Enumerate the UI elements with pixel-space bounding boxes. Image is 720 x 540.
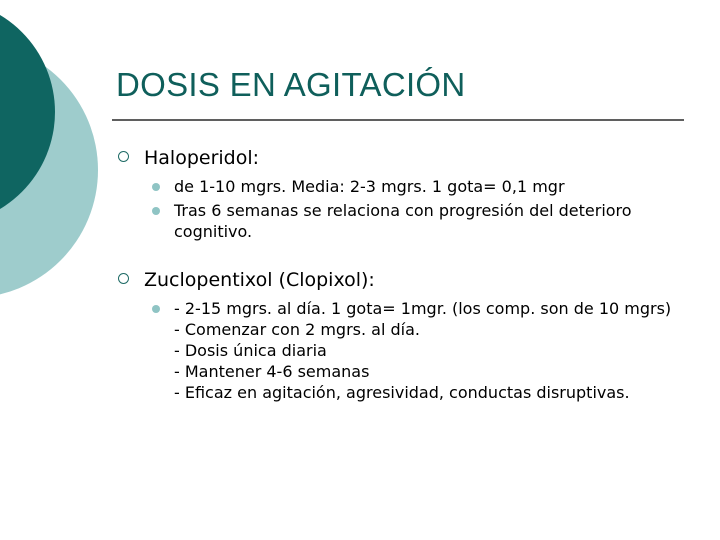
sub-bullet-haloperidol-dose <box>152 176 672 197</box>
bullet-label: Haloperidol: <box>144 147 260 169</box>
dot-bullet-icon <box>152 207 160 215</box>
dot-bullet-icon <box>152 183 160 191</box>
sub-bullet-zuclopentixol-dose <box>152 298 672 403</box>
hollow-bullet-icon <box>118 273 129 284</box>
bullet-zuclopentixol <box>118 269 375 291</box>
dot-bullet-icon <box>152 305 160 313</box>
bullet-haloperidol <box>118 147 259 169</box>
sub-bullet-text: de 1-10 mgrs. Media: 2-3 mgrs. 1 gota= 0,1 mgr <box>174 177 565 196</box>
hollow-bullet-icon <box>118 151 129 162</box>
title-divider <box>112 119 684 121</box>
page-title: DOSIS EN AGITACIÓN <box>116 66 466 103</box>
decorative-circles <box>0 0 130 300</box>
sub-bullet-text: - 2-15 mgrs. al día. 1 gota= 1mgr. (los comp. son de 10 mgrs) - Comenzar con 2 mgrs. al día. - Dosis única diaria - Mantener 4-6 semanas - Eficaz en agitación, agresividad, conductas disruptivas. <box>174 299 672 402</box>
sub-bullet-text: Tras 6 semanas se relaciona con progresión del deterioro cognitivo. <box>174 201 632 241</box>
sub-bullet-haloperidol-weeks <box>152 200 672 242</box>
bullet-label: Zuclopentixol (Clopixol): <box>144 269 375 291</box>
